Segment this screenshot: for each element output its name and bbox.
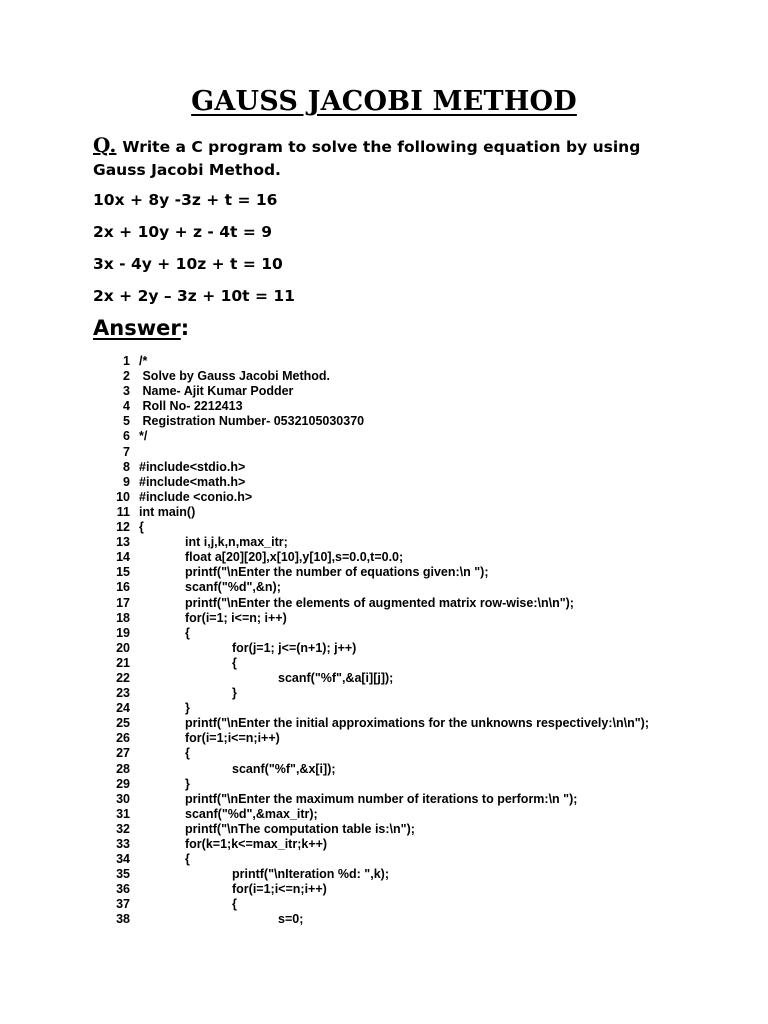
code-line: [0, 837, 768, 852]
line-number: 35: [116, 867, 130, 882]
code-line: [0, 475, 768, 490]
line-number: 28: [116, 761, 130, 776]
code-line: [0, 686, 768, 701]
code-line: [0, 611, 768, 626]
line-number: 27: [116, 746, 130, 761]
code-text: #include<math.h>: [139, 474, 246, 489]
equation-3: 3x - 4y + 10z + t = 10: [93, 255, 283, 273]
code-line: [0, 596, 768, 611]
line-number: 36: [116, 882, 130, 897]
line-number: 29: [116, 776, 130, 791]
code-line: [0, 912, 768, 927]
line-number: 10: [116, 489, 130, 504]
code-text: #include<stdio.h>: [139, 459, 246, 474]
code-line: [0, 565, 768, 580]
code-text: Registration Number- 0532105030370: [139, 414, 365, 429]
code-text: float a[20][20],x[10],y[10],s=0.0,t=0.0;: [185, 550, 404, 565]
line-number: 31: [116, 806, 130, 821]
code-line: [0, 460, 768, 475]
code-text: int i,j,k,n,max_itr;: [185, 535, 288, 550]
code-text: scanf("%d",&max_itr);: [185, 806, 318, 821]
question: [93, 134, 683, 182]
code-line: [0, 822, 768, 837]
equation-list: [93, 189, 295, 317]
equation-4: 2x + 2y – 3z + 10t = 11: [93, 287, 295, 305]
code-line: [0, 580, 768, 595]
code-line: [0, 490, 768, 505]
code-text: s=0;: [278, 912, 304, 927]
code-text: {: [185, 746, 190, 761]
line-number: 25: [116, 716, 130, 731]
page-title: GAUSS JACOBI METHOD: [191, 86, 577, 117]
code-text: */: [139, 429, 148, 444]
line-number: 37: [116, 897, 130, 912]
equation-1: 10x + 8y -3z + t = 16: [93, 191, 278, 209]
code-text: for(j=1; j<=(n+1); j++): [232, 640, 357, 655]
code-text: printf("\nEnter the elements of augmented matrix row-wise:\n\n");: [185, 595, 574, 610]
code-text: Roll No- 2212413: [139, 399, 243, 414]
code-text: {: [232, 897, 237, 912]
line-number: 12: [116, 520, 130, 535]
code-text: }: [185, 701, 190, 716]
code-line: [0, 882, 768, 897]
code-line: [0, 520, 768, 535]
line-number: 4: [123, 399, 130, 414]
code-text: printf("\nEnter the maximum number of iterations to perform:\n ");: [185, 791, 578, 806]
line-number: 15: [116, 565, 130, 580]
line-number: 8: [123, 459, 130, 474]
line-number: 17: [116, 595, 130, 610]
line-number: 6: [123, 429, 130, 444]
code-text: {: [232, 655, 237, 670]
code-line: [0, 777, 768, 792]
code-line: [0, 384, 768, 399]
code-text: scanf("%f",&x[i]);: [232, 761, 336, 776]
code-text: int main(): [139, 504, 196, 519]
line-number: 9: [123, 474, 130, 489]
line-number: 30: [116, 791, 130, 806]
line-number: 20: [116, 640, 130, 655]
code-line: [0, 626, 768, 641]
code-line: [0, 369, 768, 384]
code-text: {: [185, 625, 190, 640]
code-text: printf("\nIteration %d: ",k);: [232, 867, 389, 882]
code-line: [0, 414, 768, 429]
code-text: Solve by Gauss Jacobi Method.: [139, 369, 331, 384]
code-line: [0, 716, 768, 731]
line-number: 24: [116, 701, 130, 716]
line-number: 5: [123, 414, 130, 429]
code-text: printf("\nThe computation table is:\n");: [185, 821, 415, 836]
code-line: [0, 550, 768, 565]
line-number: 23: [116, 686, 130, 701]
line-number: 34: [116, 852, 130, 867]
line-number: 1: [123, 354, 130, 368]
answer-heading-colon: :: [180, 316, 190, 340]
code-line: [0, 535, 768, 550]
code-text: for(k=1;k<=max_itr;k++): [185, 837, 328, 851]
code-text: {: [139, 520, 144, 535]
code-text: printf("\nEnter the initial approximations for the unknowns respectively:\n\n");: [185, 716, 649, 731]
line-number: 13: [116, 535, 130, 550]
code-text: }: [185, 776, 190, 791]
code-line: [0, 656, 768, 671]
code-text: for(i=1;i<=n;i++): [232, 882, 327, 897]
question-label: Q.: [93, 133, 117, 157]
line-number: 33: [116, 837, 130, 851]
line-number: 3: [123, 384, 130, 399]
equation-2: 2x + 10y + z - 4t = 9: [93, 223, 273, 241]
code-line: [0, 852, 768, 867]
line-number: 7: [123, 444, 130, 459]
line-number: 21: [116, 655, 130, 670]
line-number: 18: [116, 610, 130, 625]
line-number: 38: [116, 912, 130, 927]
question-text: Write a C program to solve the following equation by using Gauss Jacobi Method.: [93, 138, 641, 179]
code-text: }: [232, 686, 237, 701]
line-number: 32: [116, 821, 130, 836]
line-number: 22: [116, 670, 130, 685]
code-line: [0, 762, 768, 777]
code-text: printf("\nEnter the number of equations given:\n ");: [185, 565, 489, 580]
code-line: [0, 641, 768, 656]
code-line: [0, 505, 768, 520]
code-text: for(i=1; i<=n; i++): [185, 610, 287, 625]
code-line: [0, 867, 768, 882]
code-text: scanf("%f",&a[i][j]);: [278, 670, 394, 685]
code-text: for(i=1;i<=n;i++): [185, 731, 280, 746]
line-number: 26: [116, 731, 130, 746]
code-line: [0, 429, 768, 444]
code-text: scanf("%d",&n);: [185, 580, 281, 595]
code-line: [0, 445, 768, 460]
code-text: Name- Ajit Kumar Podder: [139, 384, 294, 399]
code-line: [0, 731, 768, 746]
code-listing: [0, 354, 768, 928]
code-line: [0, 897, 768, 912]
code-line: [0, 701, 768, 716]
code-line: [0, 746, 768, 761]
line-number: 11: [116, 504, 130, 519]
code-text: /*: [139, 354, 148, 368]
line-number: 16: [116, 580, 130, 595]
line-number: 2: [123, 369, 130, 384]
code-line: [0, 792, 768, 807]
code-line: [0, 671, 768, 686]
answer-heading: [93, 316, 189, 340]
line-number: 19: [116, 625, 130, 640]
code-text: {: [185, 852, 190, 867]
answer-heading-word: Answer: [93, 316, 181, 340]
code-line: [0, 399, 768, 414]
code-line: [0, 354, 768, 369]
code-text: #include <conio.h>: [139, 489, 253, 504]
line-number: 14: [116, 550, 130, 565]
code-line: [0, 807, 768, 822]
